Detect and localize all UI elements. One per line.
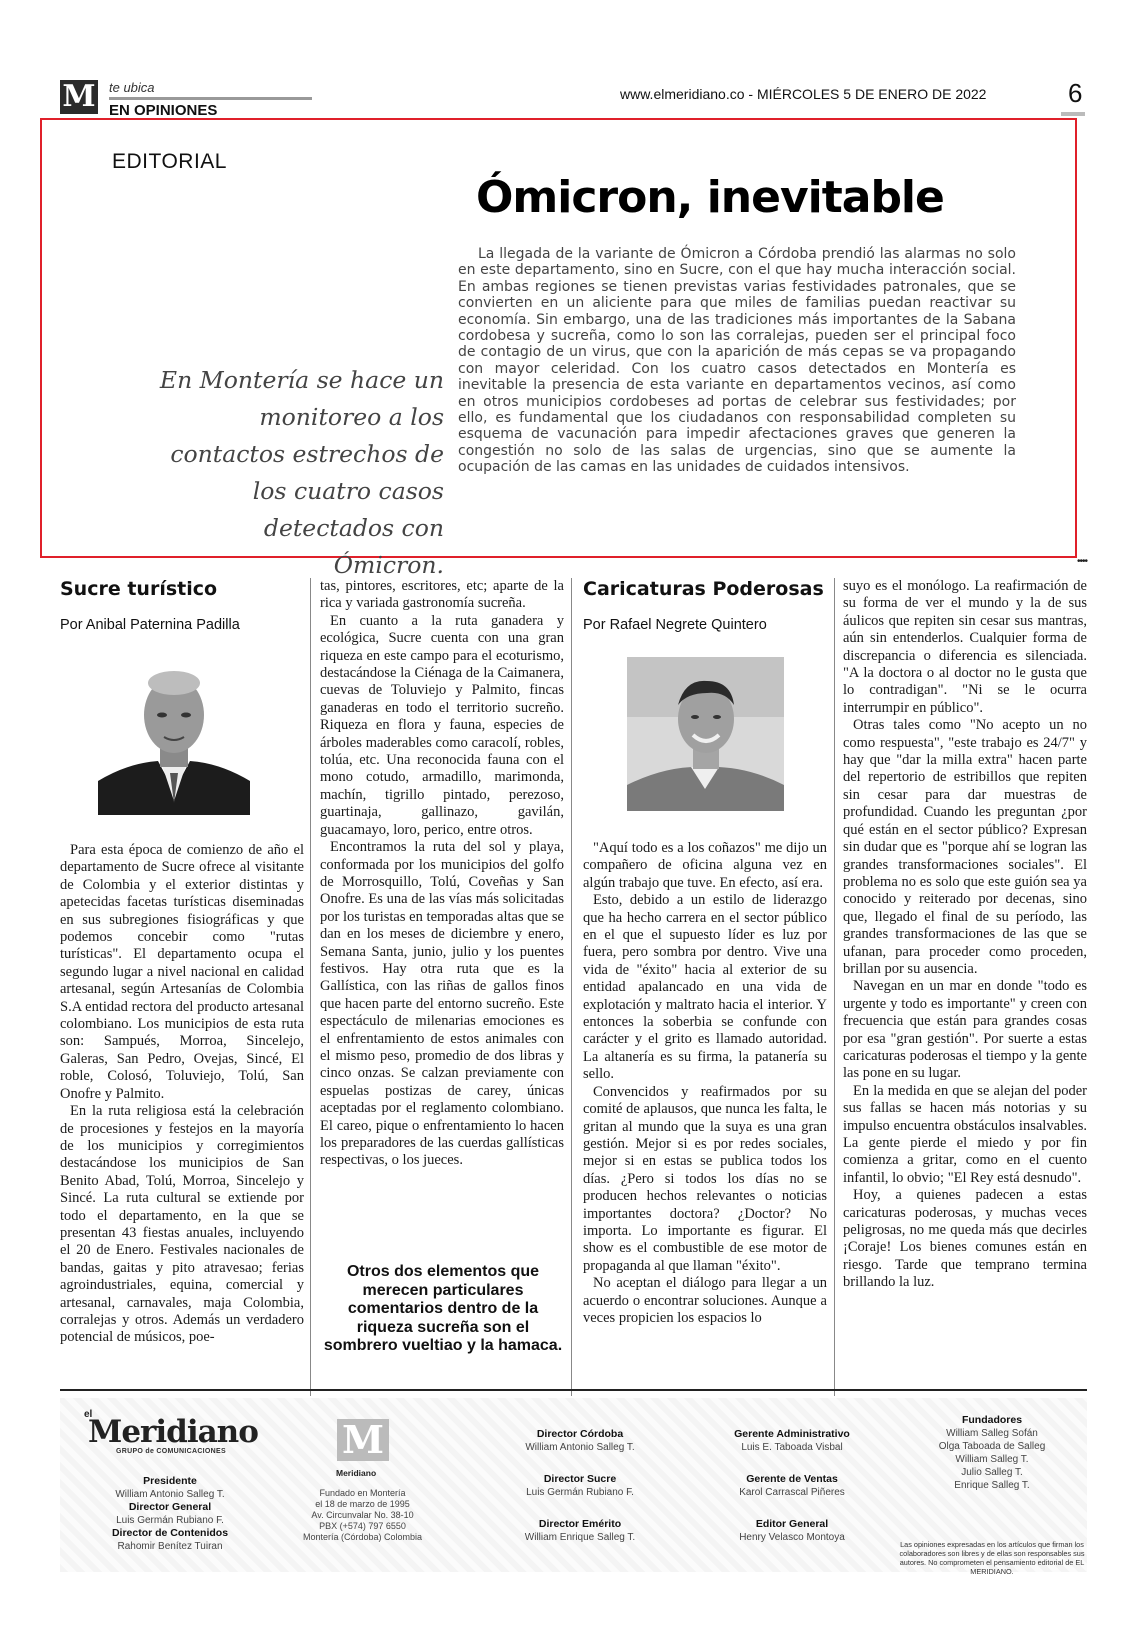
editorial-label: EDITORIAL [112, 150, 227, 173]
paragraph: Convencidos y reafirmados por su comité de aplausos, que nunca les falta, le gritan al mundo que la suya es una gran gestión. Mejor si es por redes sociales, mejor si en estas se publica todos los días. ¿Pero si todos los días no se producen hechos relevantes o noticias importantes doctora? ¿Doctor? No importa. Lo importante es figurar. El show es el combustible de ese motor de propaganda al que llaman "éxito". [583, 1083, 827, 1274]
staff-role: Gerente de Ventas [746, 1473, 838, 1485]
staff-name: Rahomir Benítez Tuiran [117, 1541, 223, 1552]
paragraph: Navegan en un mar en donde "todo es urgente y todo es importante" y creen con frecuencia que están para grandes cosas por esa "gran gestión". Por suerte a estas caricaturas poderosas el tiempo y la gente las pone en su lugar. [843, 978, 1087, 1082]
staff-role: Editor General [755, 1518, 829, 1530]
staff-role: Director Sucre [543, 1473, 617, 1485]
author-photo [98, 661, 250, 815]
address-line: Fundado en Montería [319, 1488, 406, 1498]
page-rule [1061, 112, 1085, 116]
paragraph: En la ruta religiosa está la celebración de procesiones y festejos en la mayoría de los municipios y corregimientos destacándose los municipios de San Benito Abad, Tolú, Morroa, Sincelejo y Sincé. La ruta cultural se extiende por todo el departamento, en la que se presentan 43 fiestas anuales, incluyendo el 20 de Enero. Festivales nacionales de bandas, gaitas y pito atravesao; ferias agroindustriales, equina, comercial y artesanal, carnavales, maja Colombia, corralejas y otros. Además un verdadero potencial de músicos, poe- [60, 1103, 304, 1346]
article-byline: Por Rafael Negrete Quintero [583, 617, 767, 633]
staff-role: Director de Contenidos [111, 1527, 229, 1539]
staff-name: William Enrique Salleg T. [524, 1532, 636, 1543]
staff-role: Director General [128, 1501, 212, 1513]
article-column [320, 578, 564, 1170]
box-dots: •••• [1077, 556, 1088, 567]
paragraph: Otras tales como "No acepto un no como respuesta", "este trabajo es 24/7" y hay que "dar la milla extra" hacen parte del repertorio de estribillos que repiten sin cesar para dar muestras de profundidad. Cuando les preguntan ¿por qué están en el sector público? Expresan sin dudar que es "porque ahí se logran las grandes transformaciones sociales". El problema no es solo que este guión sea ya conocido y reiterado por decenas, sino que, llegado el final de su período, las grandes transformaciones de las que se ufanan, para proceder como proceden, brillan por su ausencia. [843, 717, 1087, 977]
masthead-rule [109, 97, 312, 100]
staff-role: Gerente Administrativo [734, 1428, 850, 1440]
article-quote: Otros dos elementos que merecen particulares comentarios dentro de la riqueza sucreña son el sombrero vueltiao y la hamaca. [323, 1263, 563, 1354]
footer-staff-left [80, 1475, 260, 1553]
founder-name: Olga Taboada de Salleg [938, 1441, 1046, 1452]
founder-name: William Salleg Sofán [946, 1428, 1038, 1439]
staff-name: William Antonio Salleg T. [525, 1442, 635, 1453]
footer-address [300, 1488, 425, 1543]
footer-logo-subtitle: GRUPO de COMUNICACIONES [116, 1448, 226, 1455]
editorial-body: La llegada de la variante de Ómicron a Córdoba prendió las alarmas no solo en este departamento, sino en Sucre, con el que hay mucha interacción social. En ambas regiones se tienen previstas varias festividades patronales, que se convierten en un aliciente para que miles de familias puedan reactivar su economía. Sin embargo, una de las tradiciones más importantes de la Sabana cordobesa y sucreña, como lo son las corralejas, pueden ser el principal foco de contagio de un virus, que con la aparición de más cepas se va propagando con mayor celeridad. Con los cuatro casos detectados en Montería es inevitable la presencia de esta variante en departamentos vecinos, así como en otros municipios cordobeses ad portas de celebrar sus festividades; por ello, es fundamental que los ciudadanos con responsabilidad completen su esquema de vacunación para impedir afectaciones graves que generen la congestión no solo de las salas de urgencias, sino que se aumente la ocupación de las camas en las unidades de cuidados intensivos. [458, 246, 1016, 476]
footer-rule [60, 1389, 1087, 1391]
staff-name: Luis Germán Rubiano F. [526, 1487, 634, 1498]
article-column [60, 842, 304, 1347]
staff-name: Luis E. Taboada Visbal [741, 1442, 843, 1453]
founder-name: Enrique Salleg T. [954, 1480, 1030, 1491]
editorial-title: Ómicron, inevitable [476, 172, 944, 223]
address-line: el 18 de marzo de 1995 [315, 1499, 410, 1509]
article-column [583, 840, 827, 1327]
footer-logo-el: el [84, 1409, 93, 1420]
paragraph: Encontramos la ruta del sol y playa, conformada por los municipios del golfo de Morrosquillo, Tolú, Coveñas y San Onofre. Es una de las vías más solicitadas por los turistas en temporadas altas que se dan en los meses de diciembre y enero, Semana Santa, junio, julio y los puentes festivos. Hay otra ruta que es la Gallística, con las riñas de gallos finos que hacen parte del entorno sucreño. Este espectáculo de milenarias emociones es el enfrentamiento de estos animales con el mismo peso, promedio de dos libras y cinco onzas. Se calzan previamente con espuelas postizas de carey, únicas aceptadas por el reglamento colombiano. El careo, pique o enfrentamiento lo hacen los preparadores de las cuerdas gallísticas respectivas, o los jueces. [320, 839, 564, 1169]
founder-name: William Salleg T. [955, 1454, 1029, 1465]
paragraph: En cuanto a la ruta ganadera y ecológica, Sucre cuenta con una gran riqueza en este campo para el ecoturismo, destacándose la Ciénaga de la Caimanera, cuevas de Toluviejo y Palmito, fincas ganaderas en todo el territorio sucreño. Riqueza en flora y fauna, especies de árboles maderables como caracolí, robles, tolúa, etc. Una reconocida fauna con el mono cotudo, armadillo, marimonda, machín, tigrillo pintado, perezoso, guartinaja, gallinazo, gavilán, guacamayo, loro, perico, entre otros. [320, 612, 564, 838]
paragraph: Para esta época de comienzo de año el departamento de Sucre ofrece al visitante de Colombia y el exterior distintas y apetecidas facetas turísticas diseminadas en sus subregiones fisiográficas y que podemos concebir como "rutas turísticas". El departamento ocupa el segundo lugar a nivel nacional en calidad artesanal, según Artesanías de Colombia S.A entidad rectora del producto artesanal colombiano. Los municipios de esta ruta son: Sampués, Morroa, Sincelejo, Galeras, San Pedro, Ovejas, Sincé, El roble, Colosó, Toluviejo, Tolú, San Onofre y Palmito. [60, 842, 304, 1102]
article-title: Caricaturas Poderosas [583, 578, 824, 600]
founder-name: Julio Salleg T. [961, 1467, 1023, 1478]
footer-m-logo-subtitle: Meridiano [336, 1468, 377, 1478]
staff-name: Karol Carrascal Piñeres [739, 1487, 845, 1498]
paragraph: No aceptan el diálogo para llegar a un acuerdo o encontrar soluciones. Aunque a veces propicien los espacios lo [583, 1275, 827, 1326]
article-byline: Por Anibal Paternina Padilla [60, 617, 240, 633]
page-number: 6 [1068, 78, 1083, 108]
footer-logo: Meridiano [88, 1414, 258, 1450]
paragraph: tas, pintores, escritores, etc; aparte de la rica y variada gastronomía sucreña. [320, 578, 564, 612]
address-line: Montería (Córdoba) Colombia [302, 1532, 423, 1542]
column-divider [571, 578, 572, 1396]
article-column [843, 578, 1087, 1292]
date-line: www.elmeridiano.co - MIÉRCOLES 5 DE ENERO DE 2022 [620, 86, 987, 102]
column-divider [310, 578, 311, 1396]
staff-role: Director Córdoba [536, 1428, 624, 1440]
footer-staff-right [707, 1428, 877, 1544]
column-divider [834, 578, 835, 1396]
masthead-tagline: te ubica [109, 80, 155, 95]
footer-staff-mid [495, 1428, 665, 1544]
staff-role: Presidente [143, 1475, 197, 1487]
editorial-pull-quote: En Montería se hace un monitoreo a los contactos estrechos de los cuatro casos detectados con Ómicron. [159, 366, 444, 579]
address-line: Av. Circunvalar No. 38-10 [311, 1510, 414, 1520]
paragraph: "Aquí todo es a los coñazos" me dijo un compañero de oficina alguna vez en algún trabajo que tuve. En efecto, así era. [583, 840, 827, 891]
staff-role: Director Emérito [538, 1518, 622, 1530]
paragraph: Esto, debido a un estilo de liderazgo que ha hecho carrera en el sector público en el que el supuesto líder es luz por fuera, pero sombra por dentro. Vive una vida de "éxito" hacia al exterior de su entidad apalancado en una vida de explotación y maltrato hacia el interior. Y entonces la soberbia se confunde con carácter y el grito es llamado autoridad. La altanería es su firma, la patanería su sello. [583, 892, 827, 1083]
author-photo [627, 657, 784, 811]
footer-m-logo: M [337, 1419, 389, 1461]
paragraph: Hoy, a quienes padecen a estas caricaturas poderosas, y muchas veces peligrosas, no me queda más que decirles ¡Coraje! Los bienes comunes están en riesgo. Tarde que temprano termina brillando la luz. [843, 1187, 1087, 1291]
footer-disclaimer: Las opiniones expresadas en los artículos que firman los colaboradores son libres y de ellas son responsables sus autores. No comprometen el pensamiento editorial de EL MERIDIANO. [899, 1540, 1085, 1576]
address-line: PBX (+574) 797 6550 [319, 1521, 406, 1531]
footer-founders [912, 1414, 1072, 1492]
masthead-logo: M [60, 80, 98, 114]
paragraph: En la medida en que se alejan del poder sus fallas se hacen más notorias y su impulso encuentra obstáculos insalvables. La gente pierde el miedo y por fin comienza a gritar, como en el cuento infantil, lo obvio; "El Rey está desnudo". [843, 1082, 1087, 1186]
paragraph: suyo es el monólogo. La reafirmación de su forma de ver el mundo y la de sus áulicos que repiten sin cesar sus mantras, aún sin entenderlos. Cualquier forma de discrepancia o diferencia es silenciada. "A la doctora o al doctor no le gusta que lo contradigan". "Ni se le ocurra interrumpir en público". [843, 578, 1087, 716]
founders-label: Fundadores [961, 1414, 1023, 1426]
staff-name: William Antonio Salleg T. [115, 1489, 225, 1500]
staff-name: Luis Germán Rubiano F. [116, 1515, 224, 1526]
section-label: EN OPINIONES [109, 102, 218, 119]
staff-name: Henry Velasco Montoya [739, 1532, 845, 1543]
article-title: Sucre turístico [60, 578, 218, 600]
